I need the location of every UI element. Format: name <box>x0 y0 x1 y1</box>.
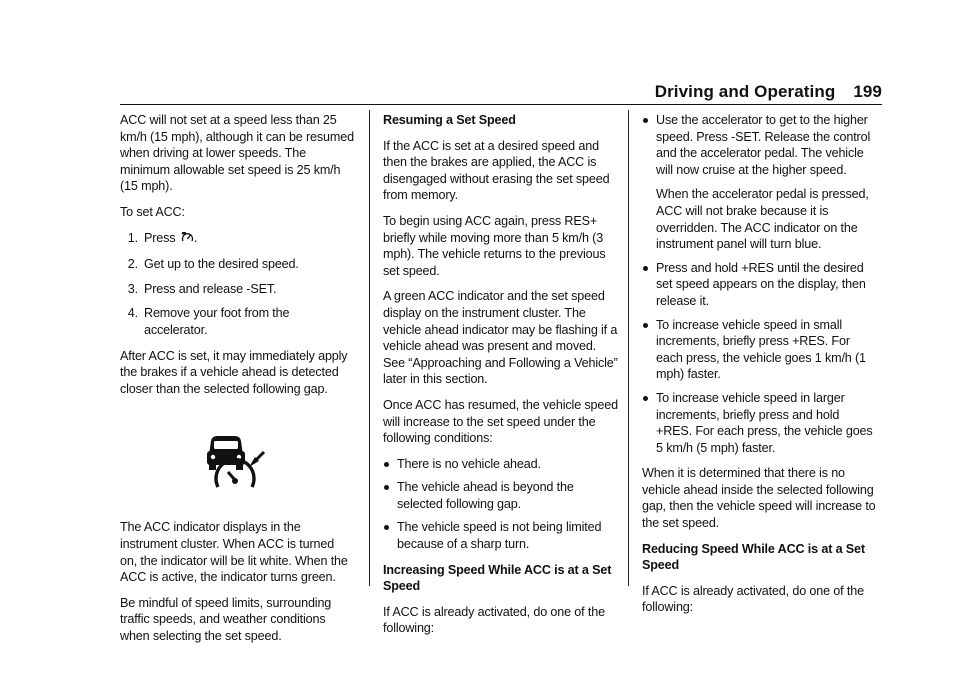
page-header <box>655 82 882 102</box>
step-number: 3. <box>127 281 138 296</box>
section-title: Driving and Operating <box>654 82 836 101</box>
paragraph: When it is determined that there is no vehicle ahead inside the selected following gap, then the vehicle speed will increase to the set speed. <box>642 466 876 531</box>
column-1 <box>120 112 354 653</box>
column-divider <box>369 110 370 586</box>
paragraph: Once ACC has resumed, the vehicle speed will increase to the set speed under the following conditions: <box>383 397 618 446</box>
paragraph: A green ACC indicator and the set speed display on the instrument cluster. The vehicle ahead indicator may be flashing if a vehicle ahead was present and moved. See “Approaching and Following a Vehicle” later in this section. <box>383 289 618 387</box>
list-item <box>120 256 354 273</box>
conditions-list <box>383 456 619 553</box>
acc-indicator-figure <box>120 431 354 489</box>
paragraph: If ACC is already activated, do one of the following: <box>642 583 864 615</box>
list-item: To increase vehicle speed in larger increments, briefly press and hold +RES. For each press, the vehicle goes 5 km/h (5 mph) faster. <box>642 390 878 456</box>
subheading: Reducing Speed While ACC is at a Set Speed <box>642 541 865 573</box>
step-text: Get up to the desired speed. <box>144 257 299 272</box>
subheading: Resuming a Set Speed <box>383 113 516 127</box>
list-item: The vehicle ahead is beyond the selected following gap. <box>383 479 619 512</box>
paragraph: To begin using ACC again, press RES+ briefly while moving more than 5 km/h (3 mph). The vehicle returns to the previous set speed. <box>383 213 606 278</box>
paragraph: To set ACC: <box>120 204 185 219</box>
step-number: 4. <box>127 306 138 321</box>
step-number: 1. <box>127 230 138 245</box>
step-text: Press and release -SET. <box>144 281 277 296</box>
acc-button-icon <box>181 231 194 249</box>
page-number: 199 <box>853 82 882 101</box>
column-2 <box>383 112 619 646</box>
list-item <box>120 281 354 298</box>
column-3 <box>642 112 878 625</box>
paragraph: If the ACC is set at a desired speed and then the brakes are applied, the ACC is disengaged without erasing the set speed from memory. <box>383 138 610 203</box>
increase-options-list <box>642 112 878 456</box>
step-suffix: . <box>193 230 198 245</box>
list-item-text: Use the accelerator to get to the higher speed. Press -SET. Release the control and the accelerator pedal. The vehicle will now cruise at the higher speed. <box>656 113 871 177</box>
subheading: Increasing Speed While ACC is at a Set Speed <box>383 562 612 594</box>
paragraph: Be mindful of speed limits, surrounding traffic speeds, and weather conditions when selecting the set speed. <box>120 595 332 643</box>
list-item: The vehicle speed is not being limited because of a sharp turn. <box>383 519 619 552</box>
steps-list <box>120 230 354 339</box>
list-item <box>120 230 354 249</box>
paragraph: After ACC is set, it may immediately apply the brakes if a vehicle ahead is detected closer than the selected following gap. <box>120 348 348 396</box>
paragraph: If ACC is already activated, do one of the following: <box>383 604 605 636</box>
list-item <box>120 305 354 338</box>
list-item: Press and hold +RES until the desired set speed appears on the display, then release it. <box>642 260 878 310</box>
step-text: Press <box>144 230 176 245</box>
acc-indicator-icon <box>201 431 273 489</box>
paragraph: ACC will not set at a speed less than 25 km/h (15 mph), although it can be resumed when driving at lower speeds. The minimum allowable set speed is 25 km/h (15 mph). <box>120 113 354 194</box>
list-item-subtext: When the accelerator pedal is pressed, ACC will not brake because it is overridden. The ACC indicator on the instrument panel will turn blue. <box>656 187 869 252</box>
list-item <box>642 112 878 253</box>
step-text: Remove your foot from the accelerator. <box>144 306 290 337</box>
column-divider <box>628 110 629 586</box>
paragraph: The ACC indicator displays in the instrument cluster. When ACC is turned on, the indicator will be lit white. When the ACC is active, the indicator turns green. <box>120 520 348 585</box>
list-item: There is no vehicle ahead. <box>383 456 619 473</box>
header-rule <box>120 104 882 105</box>
list-item: To increase vehicle speed in small increments, briefly press +RES. For each press, the vehicle goes 1 km/h (1 mph) faster. <box>642 317 878 383</box>
step-number: 2. <box>127 257 138 272</box>
